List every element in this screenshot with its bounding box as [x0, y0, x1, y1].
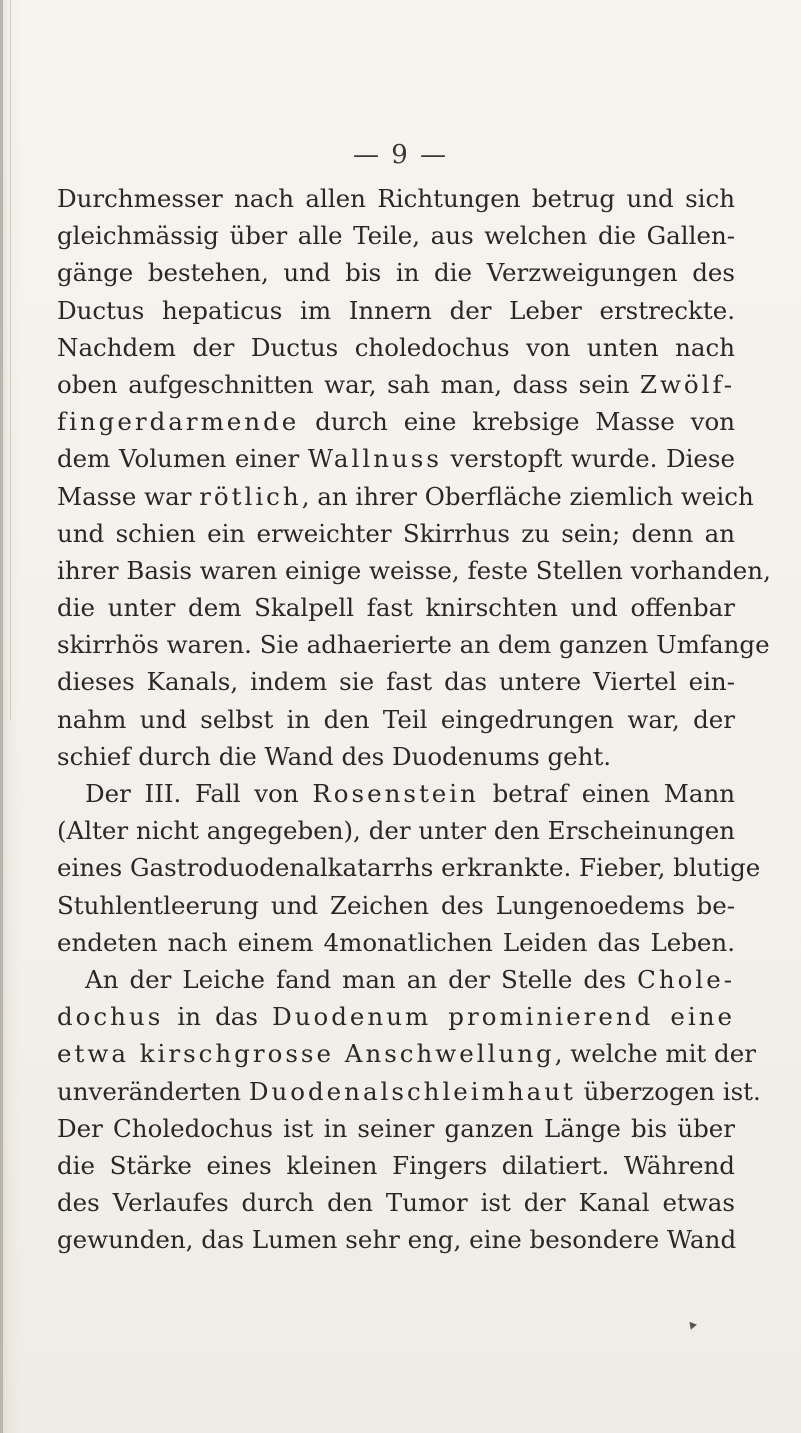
- emphasis-zwoelf: Zwölf-: [639, 369, 735, 399]
- emphasis-fingerdarmende: fingerdarmende: [57, 407, 300, 437]
- text-line-7: fingerdarmende durch eine krebsige Masse von: [57, 407, 735, 437]
- text-line-29: gewunden, das Lumen sehr eng, eine besondere Wand: [57, 1225, 737, 1255]
- emphasis-dochus: dochus: [57, 1002, 164, 1032]
- text-line-21: endeten nach einem 4monatlichen Leiden das Leben.: [57, 927, 735, 957]
- emphasis-rosenstein: Rosenstein: [312, 779, 479, 808]
- text-line-16: schief durch die Wand des Duodenums geht.: [57, 741, 612, 771]
- text-line-12: die unter dem Skalpell fast knirschten und offenbar: [57, 593, 735, 623]
- text-line-2: gleichmässig über alle Teile, aus welchen die Gallen-: [57, 221, 735, 251]
- text-line-27: die Stärke eines kleinen Fingers dilatiert. Während: [57, 1150, 735, 1180]
- emphasis-wallnuss: Wallnuss: [307, 444, 442, 474]
- text-line-23: dochus in das Duodenum prominierend eine: [57, 1002, 736, 1032]
- text-line-8: dem Volumen einer Wallnuss verstopft wurde. Diese: [57, 444, 735, 474]
- text-line-13: skirrhös waren. Sie adhaerierte an dem ganzen Umfange: [57, 630, 770, 660]
- text-line-4: Ductus hepaticus im Innern der Leber erstreckte.: [57, 295, 735, 325]
- text-line-20: Stuhlentleerung und Zeichen des Lungenoedems be-: [57, 890, 735, 920]
- text-line-28: des Verlaufes durch den Tumor ist der Kanal etwas: [57, 1188, 735, 1218]
- page-shadow-line: [10, 0, 11, 720]
- page-binding-edge: [0, 0, 3, 1433]
- text-line-18: (Alter nicht angegeben), der unter den Erscheinungen: [57, 816, 735, 846]
- page-number: — 9 —: [352, 140, 449, 170]
- text-line-26: Der Choledochus ist in seiner ganzen Länge bis über: [57, 1113, 735, 1143]
- text-line-15: nahm und selbst in den Teil eingedrungen war, der: [57, 704, 735, 734]
- text-line-14: dieses Kanals, indem sie fast das untere Viertel ein-: [57, 667, 735, 697]
- emphasis-duodenum: Duodenum prominierend eine: [272, 1002, 736, 1032]
- text-line-25: unveränderten Duodenalschleimhaut überzogen ist.: [57, 1076, 761, 1106]
- emphasis-schleimhaut: Duodenalschleimhaut: [248, 1076, 576, 1106]
- text-line-11: ihrer Basis waren einige weisse, feste Stellen vorhanden,: [57, 555, 771, 585]
- body-text: [57, 180, 771, 1258]
- emphasis-roetlich: rötlich: [199, 481, 302, 511]
- emphasis-chole: Chole-: [637, 964, 735, 994]
- text-line-24: etwa kirschgrosse Anschwellung, welche mit der: [57, 1039, 756, 1069]
- text-line-5: Nachdem der Ductus choledochus von unten nach: [57, 332, 735, 362]
- ink-speck-mark: [687, 1322, 697, 1331]
- text-line-9: Masse war rötlich, an ihrer Oberfläche ziemlich weich: [57, 481, 754, 511]
- text-line-3: gänge bestehen, und bis in die Verzweigungen des: [57, 258, 735, 288]
- text-line-17: Der III. Fall von Rosenstein betraf einen Mann: [85, 779, 736, 808]
- text-line-1: Durchmesser nach allen Richtungen betrug und sich: [57, 184, 735, 213]
- text-line-10: und schien ein erweichter Skirrhus zu sein; denn an: [57, 518, 735, 548]
- text-line-19: eines Gastroduodenalkatarrhs erkrankte. Fieber, blutige: [57, 853, 761, 883]
- text-line-22: An der Leiche fand man an der Stelle des Chole-: [85, 964, 735, 994]
- text-line-6: oben aufgeschnitten war, sah man, dass sein Zwölf-: [57, 369, 735, 399]
- emphasis-anschwellung: etwa kirschgrosse Anschwellung: [57, 1039, 555, 1069]
